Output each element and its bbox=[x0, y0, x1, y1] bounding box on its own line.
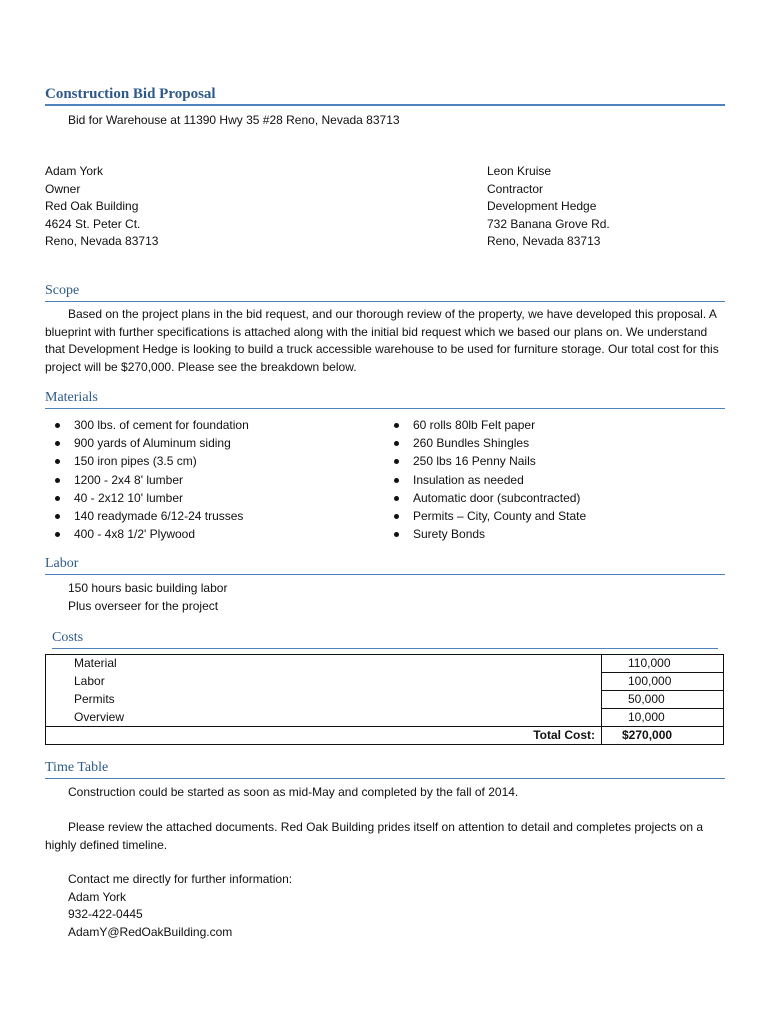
cost-value: 110,000 bbox=[602, 655, 724, 673]
list-item: 400 - 4x8 1/2' Plywood bbox=[52, 525, 249, 543]
contractor-street: 732 Banana Grove Rd. bbox=[487, 216, 610, 231]
contact-name: Adam York bbox=[68, 889, 127, 904]
timetable-line-1: Construction could be started as soon as mid-May and completed by the fall of 2014. bbox=[68, 785, 519, 799]
list-item: 140 readymade 6/12-24 trusses bbox=[52, 507, 249, 525]
list-item: 60 rolls 80lb Felt paper bbox=[391, 416, 586, 434]
contractor-address-block bbox=[487, 163, 610, 251]
list-item: 1200 - 2x4 8' lumber bbox=[52, 471, 249, 489]
list-item: 40 - 2x12 10' lumber bbox=[52, 489, 249, 507]
page-title: Construction Bid Proposal bbox=[45, 86, 216, 102]
contractor-city: Reno, Nevada 83713 bbox=[487, 234, 601, 248]
contact-intro: Contact me directly for further information: bbox=[68, 872, 293, 886]
list-item: Automatic door (subcontracted) bbox=[391, 489, 586, 507]
list-item: 300 lbs. of cement for foundation bbox=[52, 416, 249, 434]
timetable-paragraph bbox=[45, 819, 725, 854]
cost-value: 100,000 bbox=[602, 673, 724, 691]
list-item: 250 lbs 16 Penny Nails bbox=[391, 452, 586, 470]
contact-phone: 932-422-0445 bbox=[68, 907, 143, 921]
owner-company: Red Oak Building bbox=[45, 199, 139, 213]
contractor-role: Contractor bbox=[487, 181, 544, 196]
table-row bbox=[46, 709, 724, 727]
list-item: Surety Bonds bbox=[391, 525, 586, 543]
total-value: $270,000 bbox=[602, 727, 724, 745]
list-item: Permits – City, County and State bbox=[391, 507, 586, 525]
labor-lines bbox=[68, 580, 227, 615]
table-row bbox=[46, 691, 724, 709]
list-item: 260 Bundles Shingles bbox=[391, 434, 586, 452]
timetable-heading: Time Table bbox=[45, 760, 109, 775]
scope-paragraph bbox=[45, 306, 725, 376]
list-item: Insulation as needed bbox=[391, 471, 586, 489]
contractor-company: Development Hedge bbox=[487, 199, 597, 213]
bid-subtitle: Bid for Warehouse at 11390 Hwy 35 #28 Reno, Nevada 83713 bbox=[68, 113, 400, 127]
timetable-divider bbox=[45, 778, 725, 779]
total-label: Total Cost: bbox=[46, 727, 602, 745]
list-item: 900 yards of Aluminum siding bbox=[52, 434, 249, 452]
scope-text: Based on the project plans in the bid request, and our thorough review of the property, we have developed this proposal. A blueprint with further specifications is attached along with the initial bid request which we based our plans on. We understand that Development Hedge is looking to build a truck accessible warehouse to be used for furniture storage. Our total cost for this project will be $270,000. Please see the breakdown below. bbox=[45, 307, 719, 374]
timetable-line-2: Please review the attached documents. Red Oak Building prides itself on attention to detail and completes projects on a highly defined timeline. bbox=[45, 820, 704, 852]
costs-table bbox=[45, 654, 724, 745]
owner-name: Adam York bbox=[45, 164, 104, 178]
labor-divider bbox=[45, 574, 725, 575]
list-item: 150 iron pipes (3.5 cm) bbox=[52, 452, 249, 470]
costs-divider bbox=[52, 648, 718, 649]
contractor-name: Leon Kruise bbox=[487, 164, 552, 178]
cost-value: 10,000 bbox=[602, 709, 724, 727]
table-row bbox=[46, 655, 724, 673]
labor-line: Plus overseer for the project bbox=[68, 598, 219, 613]
cost-label: Labor bbox=[46, 673, 602, 691]
table-row bbox=[46, 673, 724, 691]
scope-heading: Scope bbox=[45, 283, 80, 298]
labor-heading: Labor bbox=[45, 556, 79, 571]
materials-list-right bbox=[391, 416, 586, 543]
materials-heading: Materials bbox=[45, 390, 98, 405]
owner-address-block bbox=[45, 163, 158, 251]
title-divider bbox=[45, 104, 725, 106]
cost-value: 50,000 bbox=[602, 691, 724, 709]
costs-heading: Costs bbox=[52, 630, 84, 645]
cost-label: Overview bbox=[46, 709, 602, 727]
contact-block bbox=[68, 871, 292, 941]
cost-label: Permits bbox=[46, 691, 602, 709]
labor-line: 150 hours basic building labor bbox=[68, 581, 228, 595]
owner-city: Reno, Nevada 83713 bbox=[45, 234, 159, 248]
scope-divider bbox=[45, 301, 725, 302]
owner-street: 4624 St. Peter Ct. bbox=[45, 216, 141, 231]
cost-label: Material bbox=[46, 655, 602, 673]
total-row bbox=[46, 727, 724, 745]
materials-divider bbox=[45, 408, 725, 409]
materials-list-left bbox=[52, 416, 249, 543]
owner-role: Owner bbox=[45, 181, 81, 196]
contact-email: AdamY@RedOakBuilding.com bbox=[68, 924, 233, 939]
